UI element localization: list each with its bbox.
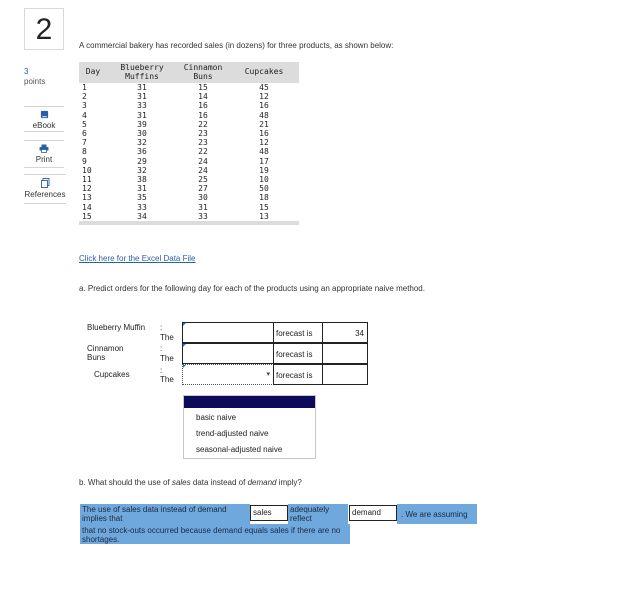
cell-blueberry: 29: [137, 156, 147, 166]
cell-day: 4: [82, 110, 87, 120]
answer-box-demand[interactable]: demand: [349, 505, 397, 521]
table-row: [79, 120, 299, 129]
forecast-is-cell-cupcakes: [273, 364, 323, 385]
cell-cinnamon: 22: [198, 147, 208, 157]
cell-day: 7: [82, 138, 87, 148]
table-row: [79, 193, 299, 202]
cell-blueberry: 35: [137, 193, 147, 203]
document-stack-icon: [41, 178, 50, 188]
product-label-blueberry: Blueberry Muffin: [87, 323, 146, 332]
cell-cupcakes: 48: [259, 147, 269, 157]
cell-day: 13: [82, 193, 92, 203]
excel-data-link[interactable]: Click here for the Excel Data File: [79, 254, 196, 263]
method-select-cinnamon[interactable]: [182, 343, 274, 364]
dropdown-option-basic-naive[interactable]: basic naive: [196, 413, 237, 422]
cell-cupcakes: 15: [259, 202, 269, 212]
dropdown-option-seasonal-adjusted[interactable]: seasonal-adjusted naive: [196, 445, 283, 454]
cell-cinnamon: 33: [198, 211, 208, 221]
forecast-value-blueberry: 34: [355, 329, 364, 338]
method-select-blueberry[interactable]: [182, 322, 274, 343]
cell-day: 11: [82, 175, 92, 185]
cell-cupcakes: 45: [259, 83, 269, 92]
cell-cinnamon: 15: [198, 83, 208, 92]
cell-blueberry: 31: [137, 92, 147, 102]
cell-blueberry: 34: [137, 211, 147, 221]
cell-cupcakes: 16: [259, 101, 269, 111]
cell-blueberry: 31: [137, 110, 147, 120]
sales-table: [79, 62, 299, 225]
answer-text-3: . We are assuming: [401, 510, 468, 519]
cell-cinnamon: 14: [198, 92, 208, 102]
the-label-blueberry: The: [160, 333, 174, 342]
forecast-is-label-cupcakes: forecast is: [276, 371, 313, 380]
forecast-input-blueberry[interactable]: [322, 322, 368, 343]
cell-day: 5: [82, 119, 87, 129]
cell-cupcakes: 21: [259, 119, 269, 129]
answer-text-2: adequately reflect: [290, 505, 330, 523]
book-icon: [40, 110, 49, 119]
cell-cupcakes: 19: [259, 165, 269, 175]
points-info: [24, 67, 45, 87]
table-row: [79, 157, 299, 166]
cell-cupcakes: 12: [259, 92, 269, 102]
question-prompt: A commercial bakery has recorded sales (in dozens) for three products, as shown below:: [79, 41, 394, 50]
cell-day: 14: [82, 202, 92, 212]
table-row: [79, 203, 299, 212]
print-label: Print: [35, 155, 53, 164]
dropdown-option-trend-adjusted[interactable]: trend-adjusted naive: [196, 429, 269, 438]
cell-cinnamon: 24: [198, 165, 208, 175]
cell-cinnamon: 22: [198, 119, 208, 129]
cell-day: 15: [82, 211, 92, 221]
header-blueberry: Blueberry Muffins: [107, 62, 177, 83]
cell-day: 6: [82, 129, 87, 139]
table-row: [79, 212, 299, 221]
the-label-cupcakes: The: [160, 375, 174, 384]
cell-cinnamon: 30: [198, 193, 208, 203]
cell-blueberry: 33: [137, 101, 147, 111]
table-row: [79, 129, 299, 138]
part-a-question: a. Predict orders for the following day for each of the products using an appropriate naive method.: [79, 284, 425, 293]
forecast-is-cell-cinnamon: [273, 343, 323, 364]
header-cupcakes: Cupcakes: [229, 62, 299, 83]
cell-day: 3: [82, 101, 87, 111]
the-label-cinnamon: The: [160, 354, 174, 363]
cell-cinnamon: 25: [198, 175, 208, 185]
cell-cupcakes: 10: [259, 175, 269, 185]
cell-blueberry: 36: [137, 147, 147, 157]
method-select-cupcakes[interactable]: [182, 364, 274, 385]
points-value: 3: [24, 67, 29, 76]
forecast-input-cupcakes[interactable]: [322, 364, 368, 385]
forecast-input-cinnamon[interactable]: [322, 343, 368, 364]
print-button[interactable]: [24, 140, 64, 168]
cell-cinnamon: 16: [198, 101, 208, 111]
table-row: [79, 138, 299, 147]
cell-cupcakes: 13: [259, 211, 269, 221]
cell-blueberry: 32: [137, 165, 147, 175]
method-dropdown-menu: [183, 395, 316, 459]
forecast-is-label-blueberry: forecast is: [276, 329, 313, 338]
ebook-label: eBook: [32, 121, 56, 130]
header-day: Day: [79, 62, 107, 83]
forecast-is-cell-blueberry: [273, 322, 323, 343]
cell-blueberry: 31: [137, 184, 147, 194]
cell-day: 2: [82, 92, 87, 102]
cell-cupcakes: 18: [259, 193, 269, 203]
product-label-cinnamon: Cinnamon Buns: [87, 344, 124, 362]
table-row: [79, 184, 299, 193]
product-label-cupcakes: Cupcakes: [94, 370, 130, 379]
forecast-is-label-cinnamon: forecast is: [276, 350, 313, 359]
cell-day: 9: [82, 156, 87, 166]
cell-cupcakes: 50: [259, 184, 269, 194]
cell-blueberry: 31: [137, 83, 147, 92]
cell-cupcakes: 17: [259, 156, 269, 166]
references-label: References: [24, 190, 66, 199]
cell-blueberry: 33: [137, 202, 147, 212]
cell-blueberry: 30: [137, 129, 147, 139]
cell-cinnamon: 31: [198, 202, 208, 212]
table-row: [79, 175, 299, 184]
answer-text-1: The use of sales data instead of demand implies that: [82, 505, 227, 523]
ebook-button[interactable]: [24, 106, 64, 132]
cell-day: 1: [82, 83, 87, 92]
cell-cinnamon: 23: [198, 129, 208, 139]
cell-blueberry: 39: [137, 119, 147, 129]
cell-blueberry: 38: [137, 175, 147, 185]
cell-cinnamon: 24: [198, 156, 208, 166]
cell-cupcakes: 16: [259, 129, 269, 139]
dropdown-selected-blank[interactable]: [184, 396, 315, 408]
cell-cupcakes: 12: [259, 138, 269, 148]
cell-cinnamon: 16: [198, 110, 208, 120]
dropdown-arrow-icon: ▾: [266, 371, 270, 378]
table-row: [79, 147, 299, 156]
cell-day: 8: [82, 147, 87, 157]
part-b-question: b. What should the use of sales data instead of demand imply?: [79, 478, 302, 487]
answer-text-4: that no stock-outs occurred because demand equals sales if there are no shortages.: [82, 526, 341, 544]
answer-box-sales[interactable]: sales: [250, 505, 288, 521]
cell-day: 10: [82, 165, 92, 175]
printer-icon: [39, 144, 49, 153]
cell-day: 12: [82, 184, 92, 194]
cell-cupcakes: 48: [259, 110, 269, 120]
cell-cinnamon: 23: [198, 138, 208, 148]
question-number: 2: [24, 8, 64, 50]
points-label: points: [24, 77, 46, 86]
table-row: [79, 92, 299, 101]
table-row: [79, 83, 299, 92]
header-cinnamon: Cinnamon Buns: [177, 62, 229, 83]
table-row: [79, 101, 299, 110]
references-button[interactable]: [24, 174, 66, 204]
table-header-row: [79, 62, 299, 83]
table-row: [79, 111, 299, 120]
cell-cinnamon: 27: [198, 184, 208, 194]
cell-blueberry: 32: [137, 138, 147, 148]
table-row: [79, 166, 299, 175]
